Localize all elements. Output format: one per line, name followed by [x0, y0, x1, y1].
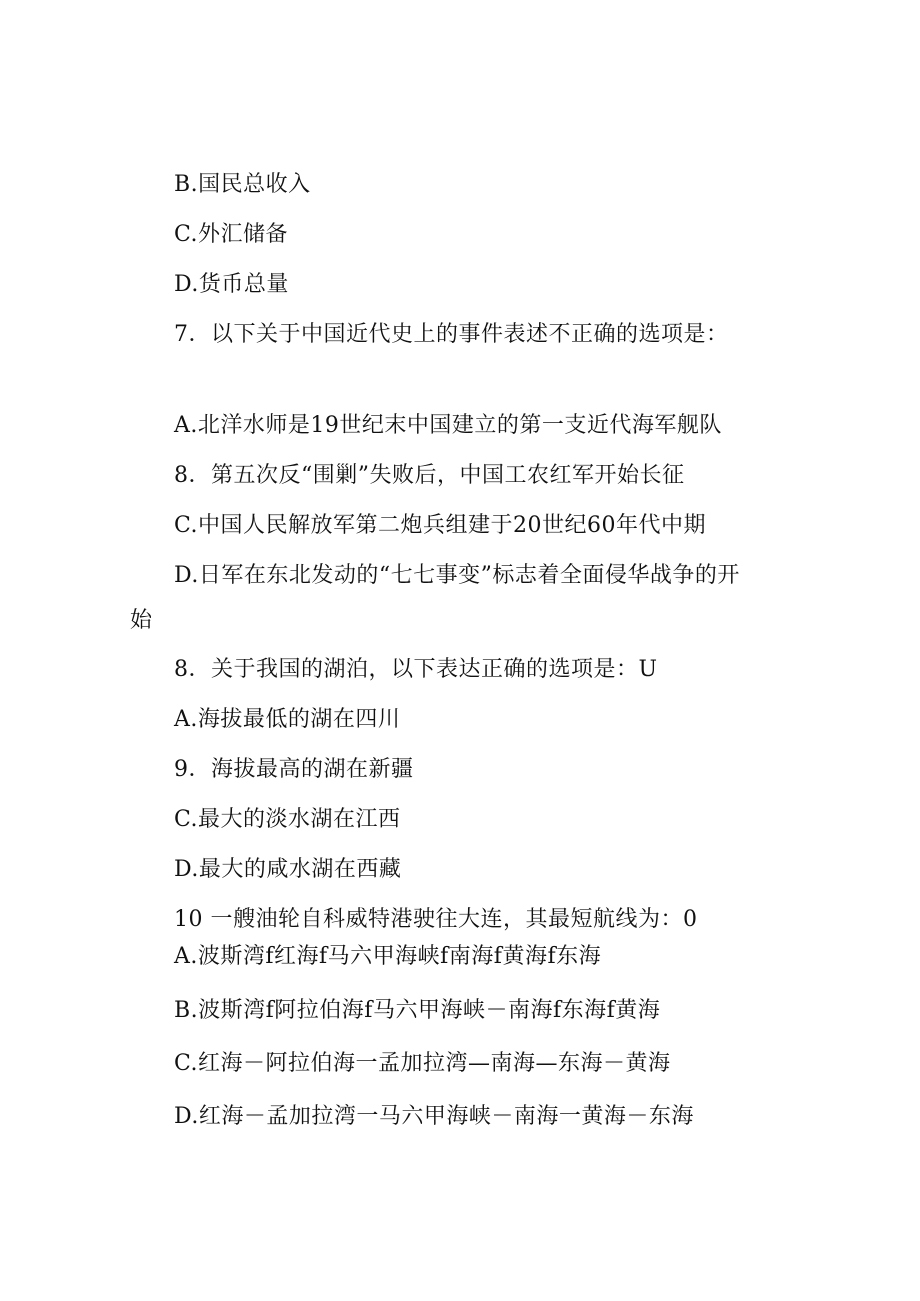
option-d-line: D.日军在东北发动的“七七事变”标志着全面侵华战争的开	[174, 563, 740, 588]
option-c-line: C.红海－阿拉伯海一孟加拉湾—南海—东海－黄海	[174, 1051, 671, 1076]
option-c-line: C.最大的淡水湖在江西	[174, 807, 401, 832]
question-8: 8．关于我国的湖泊，以下表达正确的选项是：U	[174, 657, 658, 682]
option-c-line: C.中国人民解放军第二炮兵组建于20世纪60年代中期	[174, 513, 707, 538]
option-d-line: D.货币总量	[174, 272, 289, 297]
option-a-line: A.海拔最低的湖在四川	[174, 707, 401, 732]
option-c-line: C.外汇储备	[174, 222, 289, 247]
option-b-line: B.波斯湾f阿拉伯海f马六甲海峡－南海f东海f黄海	[174, 998, 661, 1023]
option-a-line: A.波斯湾f红海f马六甲海峡f南海f黄海f东海	[174, 944, 602, 969]
option-a-line: A.北洋水师是19世纪末中国建立的第一支近代海军舰队	[174, 413, 722, 438]
question-line: 9．海拔最高的湖在新疆	[174, 757, 414, 782]
option-d-line: D.最大的咸水湖在西藏	[174, 857, 402, 882]
question-7: 7．以下关于中国近代史上的事件表述不正确的选项是：	[174, 322, 729, 347]
option-b-line: B.国民总收入	[174, 172, 311, 197]
option-d-line: D.红海－孟加拉湾一马六甲海峡－南海一黄海－东海	[174, 1104, 694, 1129]
question-line: 8．第五次反“围剿”失败后，中国工农红军开始长征	[174, 463, 685, 488]
question-10: 10 一艘油轮自科威特港驶往大连，其最短航线为：0	[174, 907, 698, 932]
option-d-continuation: 始	[130, 608, 153, 633]
